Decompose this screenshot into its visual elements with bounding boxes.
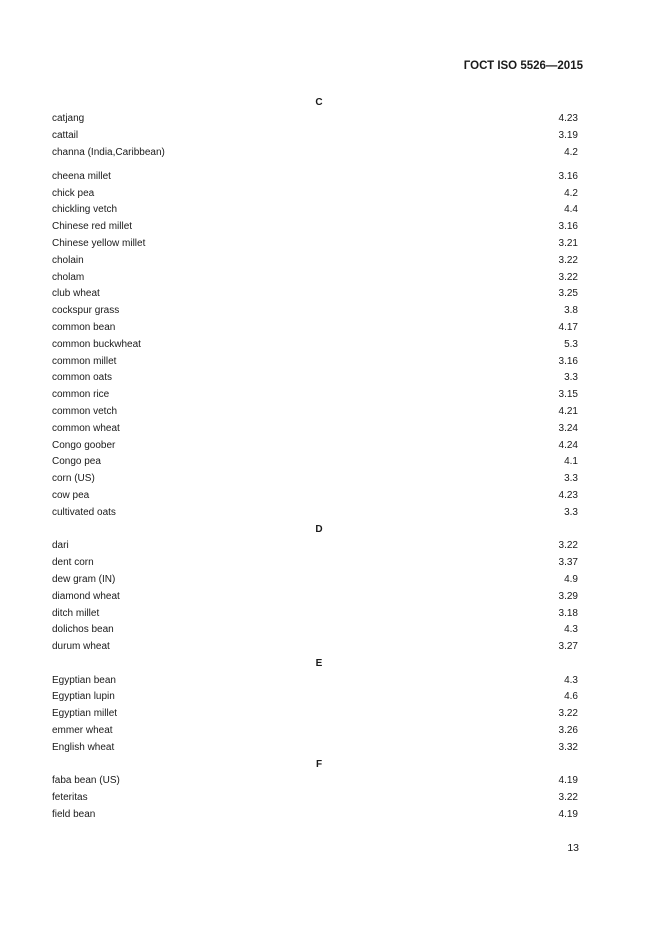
index-reference: 3.22 (558, 271, 578, 283)
index-entry (52, 270, 578, 287)
index-entry (52, 606, 578, 623)
index-reference: 3.16 (558, 170, 578, 182)
index-reference: 3.32 (558, 741, 578, 753)
index-term: English wheat (52, 741, 115, 753)
index-reference: 3.29 (558, 590, 578, 602)
index-reference: 4.23 (558, 113, 578, 125)
index-entry (52, 689, 578, 706)
index-reference: 3.16 (558, 355, 578, 367)
index-term: cow pea (52, 489, 90, 501)
index-term: cattail (52, 130, 79, 142)
index-reference: 3.22 (558, 708, 578, 720)
index-reference: 5.3 (564, 338, 578, 350)
index-term: emmer wheat (52, 725, 113, 737)
index-entry (52, 471, 578, 488)
index-reference: 4.17 (558, 321, 578, 333)
page-number: 13 (567, 842, 579, 854)
section-letter: D (315, 523, 323, 535)
index-entry (52, 622, 578, 639)
index-reference: 4.3 (564, 624, 578, 636)
index-entry (52, 337, 578, 354)
index-entry (52, 128, 578, 145)
index-term: common millet (52, 355, 117, 367)
index-reference: 3.22 (558, 540, 578, 552)
index-term: Congo goober (52, 439, 116, 451)
index-entry (52, 723, 578, 740)
index-reference: 3.25 (558, 288, 578, 300)
index-entry (52, 219, 578, 236)
index-entry (52, 639, 578, 656)
index-entry (52, 421, 578, 438)
index-reference: 3.8 (564, 305, 578, 317)
index-term: Egyptian millet (52, 708, 118, 720)
index-term: Egyptian bean (52, 674, 116, 686)
index-entry (52, 186, 578, 203)
index-term: cholam (52, 271, 85, 283)
index-reference: 4.19 (558, 775, 578, 787)
index-entry (52, 387, 578, 404)
index-entry (52, 320, 578, 337)
index-term: cholain (52, 254, 84, 266)
index-entry (52, 111, 578, 128)
index-entry (52, 370, 578, 387)
index-entry (52, 438, 578, 455)
index-reference: 4.9 (564, 573, 578, 585)
index-term: chick pea (52, 187, 95, 199)
index-reference: 4.23 (558, 489, 578, 501)
index-entry (52, 169, 578, 186)
index-term: field bean (52, 809, 96, 821)
index-reference: 3.3 (564, 473, 578, 485)
index-term: durum wheat (52, 641, 110, 653)
index-term: chickling vetch (52, 204, 118, 216)
index-term: channa (India,Caribbean) (52, 146, 165, 158)
index-entry (52, 790, 578, 807)
index-term: corn (US) (52, 473, 95, 485)
index-term: cheena millet (52, 170, 111, 182)
index-term: common rice (52, 389, 110, 401)
index-reference: 3.3 (564, 506, 578, 518)
index-term: common bean (52, 321, 116, 333)
index-term: dolichos bean (52, 624, 114, 636)
index-entry (52, 538, 578, 555)
section-letter: E (315, 657, 323, 669)
index-term: dew gram (IN) (52, 573, 116, 585)
index-term: dari (52, 540, 69, 552)
index-term: ditch millet (52, 607, 100, 619)
index-reference: 3.15 (558, 389, 578, 401)
index-entry (52, 454, 578, 471)
index-term: feteritas (52, 792, 88, 804)
index-term: Chinese red millet (52, 221, 133, 233)
index-entry (52, 202, 578, 219)
index-reference: 4.1 (564, 456, 578, 468)
index-reference: 4.21 (558, 405, 578, 417)
index-section-f (52, 757, 578, 824)
index-reference: 4.4 (564, 204, 578, 216)
index-entry (52, 303, 578, 320)
index-term: common wheat (52, 422, 120, 434)
index-reference: 3.27 (558, 641, 578, 653)
index-reference: 4.19 (558, 809, 578, 821)
index-term: catjang (52, 113, 85, 125)
index-term: common buckwheat (52, 338, 141, 350)
index-entry (52, 253, 578, 270)
index-entry (52, 145, 578, 162)
index-entry (52, 706, 578, 723)
section-letter: C (315, 96, 323, 108)
index-reference: 3.22 (558, 792, 578, 804)
index-reference: 4.24 (558, 439, 578, 451)
index-entry (52, 555, 578, 572)
index-term: club wheat (52, 288, 100, 300)
index-term: Chinese yellow millet (52, 237, 146, 249)
index-reference: 4.2 (564, 146, 578, 158)
index-reference: 3.22 (558, 254, 578, 266)
index-entry (52, 286, 578, 303)
index-term: faba bean (US) (52, 775, 120, 787)
index-term: Congo pea (52, 456, 101, 468)
index-section-c (52, 95, 578, 522)
index-entry (52, 404, 578, 421)
index-reference: 3.3 (564, 372, 578, 384)
index-reference: 3.18 (558, 607, 578, 619)
document-standard-header: ГОСТ ISO 5526—2015 (463, 60, 583, 72)
index-term: diamond wheat (52, 590, 120, 602)
index-reference: 3.21 (558, 237, 578, 249)
index-entry (52, 673, 578, 690)
index-section-d (52, 522, 578, 656)
index-reference: 3.26 (558, 725, 578, 737)
index-entry (52, 236, 578, 253)
index-entry (52, 572, 578, 589)
index-term: Egyptian lupin (52, 691, 115, 703)
index-reference: 3.16 (558, 221, 578, 233)
index-entry (52, 589, 578, 606)
index-entry (52, 807, 578, 824)
index-term: cultivated oats (52, 506, 116, 518)
index-reference: 3.19 (558, 130, 578, 142)
index-term: common oats (52, 372, 113, 384)
index-reference: 3.24 (558, 422, 578, 434)
index-section-e (52, 656, 578, 757)
index-term: dent corn (52, 557, 94, 569)
index-entry (52, 488, 578, 505)
index-reference: 4.3 (564, 674, 578, 686)
index-term: cockspur grass (52, 305, 120, 317)
index-reference: 4.6 (564, 691, 578, 703)
index-entry (52, 354, 578, 371)
alphabetical-index (52, 95, 578, 824)
section-letter: F (315, 758, 323, 770)
index-term: common vetch (52, 405, 118, 417)
index-entry (52, 773, 578, 790)
index-reference: 4.2 (564, 187, 578, 199)
index-reference: 3.37 (558, 557, 578, 569)
index-entry (52, 740, 578, 757)
index-entry (52, 505, 578, 522)
